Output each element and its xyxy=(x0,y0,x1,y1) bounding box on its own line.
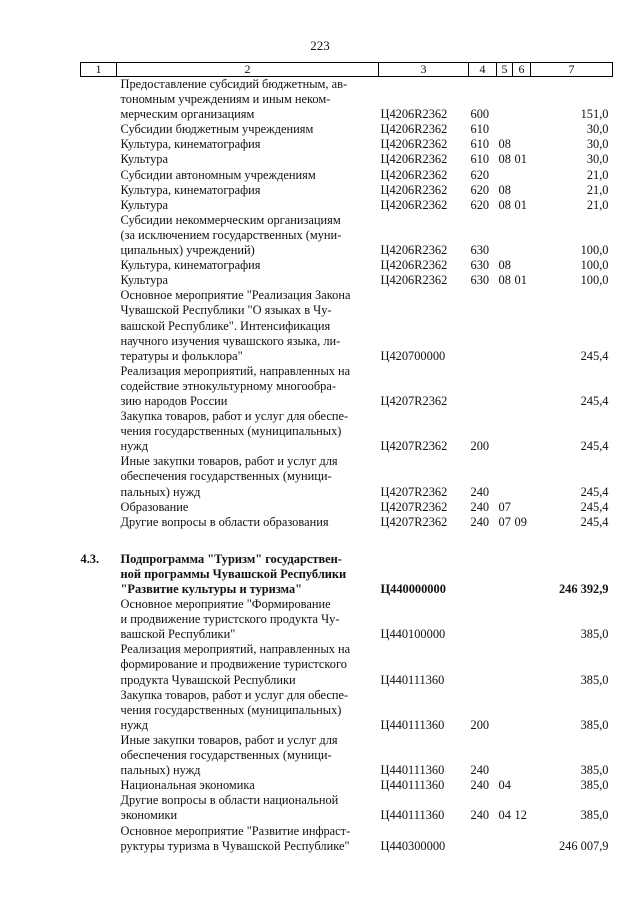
table-row xyxy=(81,183,613,198)
item-name-cell: Основное мероприятие "Реализация Закона Чувашской Республики "О языках в Чу- вашской Республике". Интенсификация научного изучения чувашского языка, ли- тературы и фольклора" xyxy=(120,288,351,363)
header-cell-5: 5 xyxy=(497,63,513,77)
item-name-cell: Культура xyxy=(120,152,168,167)
subsection-code-cell xyxy=(513,122,531,137)
table-row xyxy=(81,364,613,409)
target-article-code-cell: Ц440111360 xyxy=(380,778,445,793)
target-article-code-cell: Ц440111360 xyxy=(380,672,445,687)
section-code-cell: 08 xyxy=(498,258,511,273)
amount-cell: 246 392,9 xyxy=(558,582,609,596)
item-name-cell: Закупка товаров, работ и услуг для обеспе- чения государственных (муниципальных) нужд xyxy=(120,687,349,732)
section-number-cell xyxy=(81,778,117,793)
section-code-cell: 07 xyxy=(498,514,511,529)
amount-cell: 385,0 xyxy=(580,778,609,793)
target-article-code-cell: Ц440000000 xyxy=(380,582,446,596)
target-article-code-cell: Ц4206R2362 xyxy=(380,167,448,182)
amount-cell: 245,4 xyxy=(580,348,609,363)
section-code-cell xyxy=(497,733,513,778)
section-code-cell: 07 xyxy=(498,499,511,514)
expense-type-cell: 600 xyxy=(470,107,490,122)
amount-cell: 385,0 xyxy=(580,808,609,823)
item-name-cell: Иные закупки товаров, работ и услуг для обеспечения государственных (муници- пальных) нужд xyxy=(120,454,338,499)
budget-table xyxy=(80,62,613,854)
section-number-cell xyxy=(81,183,117,198)
target-article-code-cell: Ц440111360 xyxy=(380,717,445,732)
header-cell-1: 1 xyxy=(81,63,117,77)
subsection-code-cell xyxy=(513,824,531,854)
target-article-code-cell: Ц4207R2362 xyxy=(380,499,448,514)
amount-cell: 100,0 xyxy=(580,243,609,258)
section-number-cell xyxy=(81,688,117,733)
amount-cell: 245,4 xyxy=(580,393,609,408)
expense-type-cell: 240 xyxy=(470,808,490,823)
expense-type-cell xyxy=(469,552,497,597)
subsection-code-cell xyxy=(513,77,531,123)
expense-type-cell: 610 xyxy=(470,152,490,167)
subsection-code-cell xyxy=(513,552,531,597)
section-code-cell: 08 xyxy=(498,137,511,152)
item-name-cell: Культура xyxy=(120,197,168,212)
section-number-cell xyxy=(81,364,117,409)
subsection-code-cell xyxy=(513,288,531,363)
section-code-cell: 08 xyxy=(498,273,511,288)
table-row xyxy=(81,688,613,733)
subsection-code-cell xyxy=(513,213,531,258)
expense-type-cell xyxy=(469,824,497,854)
section-code-cell xyxy=(497,552,513,597)
expense-type-cell: 240 xyxy=(470,514,490,529)
subsection-code-cell xyxy=(513,168,531,183)
target-article-code-cell: Ц4207R2362 xyxy=(380,484,448,499)
target-article-code-cell: Ц4206R2362 xyxy=(380,197,448,212)
expense-type-cell xyxy=(469,597,497,642)
target-article-code-cell: Ц4206R2362 xyxy=(380,107,448,122)
amount-cell: 385,0 xyxy=(580,627,609,642)
table-row xyxy=(81,213,613,258)
amount-cell: 21,0 xyxy=(586,167,609,182)
subsection-code-cell xyxy=(513,642,531,687)
subsection-code-cell: 01 xyxy=(514,273,527,288)
amount-cell: 30,0 xyxy=(586,137,609,152)
amount-cell: 151,0 xyxy=(580,107,609,122)
expense-type-cell: 240 xyxy=(470,499,490,514)
section-number-cell xyxy=(81,152,117,167)
subsection-code-cell xyxy=(513,364,531,409)
section-code-cell: 08 xyxy=(498,197,511,212)
table-row xyxy=(81,137,613,152)
section-code-cell xyxy=(497,454,513,499)
item-name-cell: Другие вопросы в области образования xyxy=(120,514,329,529)
table-row xyxy=(81,778,613,793)
expense-type-cell: 240 xyxy=(470,763,490,778)
subsection-code-cell xyxy=(513,597,531,642)
item-name-cell: Субсидии некоммерческим организациям (за исключением государственных (муни- ципальных) учреждений) xyxy=(120,212,342,258)
expense-type-cell: 620 xyxy=(470,167,490,182)
table-row xyxy=(81,793,613,823)
expense-type-cell: 620 xyxy=(470,182,490,197)
table-row xyxy=(81,122,613,137)
subsection-code-cell: 12 xyxy=(514,808,527,823)
table-header xyxy=(81,63,613,77)
header-cell-4: 4 xyxy=(469,63,497,77)
section-number-cell xyxy=(81,273,117,288)
expense-type-cell: 630 xyxy=(470,243,490,258)
table-row xyxy=(81,258,613,273)
item-name-cell: Предоставление субсидий бюджетным, ав- тономным учреждениям и иным неком- мерческим организациям xyxy=(120,77,348,122)
expense-type-cell xyxy=(469,642,497,687)
section-number-cell xyxy=(81,824,117,854)
subsection-code-cell: 01 xyxy=(514,197,527,212)
expense-type-cell: 620 xyxy=(470,197,490,212)
item-name-cell: Культура, кинематография xyxy=(120,137,261,152)
table-row xyxy=(81,552,613,597)
item-name-cell: Образование xyxy=(120,499,189,514)
item-name-cell: Основное мероприятие "Формирование и продвижение туристского продукта Чу- вашской Республики" xyxy=(120,597,340,642)
header-cell-2: 2 xyxy=(117,63,379,77)
target-article-code-cell: Ц4206R2362 xyxy=(380,273,448,288)
item-name-cell: Реализация мероприятий, направленных на формирование и продвижение туристского продукта Чувашской Республики xyxy=(120,642,351,687)
section-number-cell xyxy=(81,122,117,137)
amount-cell: 21,0 xyxy=(586,182,609,197)
target-article-code-cell: Ц440111360 xyxy=(380,808,445,823)
section-number-cell xyxy=(81,642,117,687)
header-cell-6: 6 xyxy=(513,63,531,77)
section-number-cell xyxy=(81,515,117,530)
subsection-code-cell: 01 xyxy=(514,152,527,167)
table-body xyxy=(81,77,613,854)
subsection-code-cell xyxy=(513,183,531,198)
section-number-cell xyxy=(81,793,117,823)
amount-cell: 246 007,9 xyxy=(558,838,609,853)
page-number: 223 xyxy=(310,38,330,53)
section-code-cell xyxy=(497,122,513,137)
subsection-code-cell xyxy=(513,454,531,499)
section-code-cell xyxy=(497,824,513,854)
expense-type-cell: 240 xyxy=(470,484,490,499)
subsection-code-cell xyxy=(513,778,531,793)
table-row xyxy=(81,168,613,183)
table-row xyxy=(81,77,613,123)
section-number-cell xyxy=(81,137,117,152)
expense-type-cell xyxy=(469,364,497,409)
table-row xyxy=(81,288,613,363)
item-name-cell: Культура, кинематография xyxy=(120,182,261,197)
expense-type-cell: 630 xyxy=(470,273,490,288)
section-code-cell xyxy=(497,168,513,183)
subsection-code-cell xyxy=(513,409,531,454)
section-number-cell xyxy=(81,258,117,273)
amount-cell: 245,4 xyxy=(580,514,609,529)
amount-cell: 30,0 xyxy=(586,152,609,167)
table-row xyxy=(81,152,613,167)
section-code-cell xyxy=(497,364,513,409)
header-row xyxy=(81,63,613,77)
section-code-cell xyxy=(497,409,513,454)
section-number-cell xyxy=(81,288,117,363)
section-code-cell xyxy=(497,77,513,123)
item-name-cell: Подпрограмма "Туризм" государствен- ной программы Чувашской Республики "Развитие культуры и туризма" xyxy=(120,551,347,596)
target-article-code-cell: Ц4206R2362 xyxy=(380,152,448,167)
expense-type-cell: 200 xyxy=(470,717,490,732)
amount-cell: 385,0 xyxy=(580,672,609,687)
item-name-cell: Субсидии автономным учреждениям xyxy=(120,167,316,182)
amount-cell: 245,4 xyxy=(580,439,609,454)
amount-cell: 245,4 xyxy=(580,484,609,499)
section-number-cell xyxy=(81,198,117,213)
section-number-cell xyxy=(81,454,117,499)
target-article-code-cell: Ц440111360 xyxy=(380,763,445,778)
section-number-cell: 4.3. xyxy=(80,551,100,566)
subsection-code-cell: 09 xyxy=(514,514,527,529)
section-number-cell xyxy=(81,168,117,183)
subsection-code-cell xyxy=(513,733,531,778)
table-row xyxy=(81,409,613,454)
table-row xyxy=(81,824,613,854)
section-code-cell xyxy=(497,288,513,363)
section-number-cell xyxy=(81,409,117,454)
item-name-cell: Иные закупки товаров, работ и услуг для обеспечения государственных (муници- пальных) нужд xyxy=(120,732,338,778)
subsection-code-cell xyxy=(513,258,531,273)
expense-type-cell: 200 xyxy=(470,439,490,454)
table-row xyxy=(81,454,613,499)
item-name-cell: Субсидии бюджетным учреждениям xyxy=(120,122,314,137)
header-cell-7: 7 xyxy=(531,63,613,77)
target-article-code-cell: Ц4206R2362 xyxy=(380,122,448,137)
section-code-cell: 08 xyxy=(498,152,511,167)
subsection-code-cell xyxy=(513,500,531,515)
spacer-cell xyxy=(81,530,613,552)
table-row xyxy=(81,500,613,515)
target-article-code-cell: Ц4207R2362 xyxy=(380,439,448,454)
section-code-cell xyxy=(497,688,513,733)
section-code-cell xyxy=(497,597,513,642)
amount-cell: 100,0 xyxy=(580,273,609,288)
target-article-code-cell: Ц4206R2362 xyxy=(380,243,448,258)
amount-cell: 100,0 xyxy=(580,258,609,273)
section-number-cell xyxy=(81,213,117,258)
item-name-cell: Реализация мероприятий, направленных на содействие этнокультурному многообра- зию народов России xyxy=(120,363,351,408)
target-article-code-cell: Ц4206R2362 xyxy=(380,182,448,197)
item-name-cell: Основное мероприятие "Развитие инфраст- руктуры туризма в Чувашской Республике" xyxy=(120,823,351,853)
amount-cell: 245,4 xyxy=(580,499,609,514)
section-code-cell xyxy=(497,642,513,687)
header-cell-3: 3 xyxy=(379,63,469,77)
target-article-code-cell: Ц4207R2362 xyxy=(380,514,448,529)
amount-cell: 30,0 xyxy=(586,122,609,137)
table-spacer-row xyxy=(81,530,613,552)
section-code-cell: 08 xyxy=(498,182,511,197)
amount-cell: 21,0 xyxy=(586,197,609,212)
item-name-cell: Закупка товаров, работ и услуг для обеспе- чения государственных (муниципальных) нужд xyxy=(120,409,349,454)
item-name-cell: Другие вопросы в области национальной экономики xyxy=(120,793,339,823)
section-number-cell xyxy=(81,597,117,642)
item-name-cell: Культура, кинематография xyxy=(120,258,261,273)
table-row xyxy=(81,273,613,288)
section-code-cell xyxy=(497,213,513,258)
target-article-code-cell: Ц440100000 xyxy=(380,627,446,642)
amount-cell: 385,0 xyxy=(580,763,609,778)
section-number-cell xyxy=(81,733,117,778)
expense-type-cell xyxy=(469,288,497,363)
section-number-cell xyxy=(81,77,117,123)
subsection-code-cell xyxy=(513,137,531,152)
expense-type-cell: 630 xyxy=(470,258,490,273)
expense-type-cell: 240 xyxy=(470,778,490,793)
section-number-cell xyxy=(81,500,117,515)
target-article-code-cell: Ц4206R2362 xyxy=(380,137,448,152)
expense-type-cell: 610 xyxy=(470,122,490,137)
item-name-cell: Национальная экономика xyxy=(120,778,255,793)
table-row xyxy=(81,597,613,642)
section-code-cell: 04 xyxy=(498,808,511,823)
item-name-cell: Культура xyxy=(120,273,168,288)
table-row xyxy=(81,642,613,687)
table-row xyxy=(81,198,613,213)
target-article-code-cell: Ц420700000 xyxy=(380,348,446,363)
expense-type-cell: 610 xyxy=(470,137,490,152)
target-article-code-cell: Ц440300000 xyxy=(380,838,446,853)
table-row xyxy=(81,733,613,778)
section-code-cell: 04 xyxy=(498,778,511,793)
table-row xyxy=(81,515,613,530)
target-article-code-cell: Ц4206R2362 xyxy=(380,258,448,273)
subsection-code-cell xyxy=(513,688,531,733)
amount-cell: 385,0 xyxy=(580,717,609,732)
target-article-code-cell: Ц4207R2362 xyxy=(380,393,448,408)
